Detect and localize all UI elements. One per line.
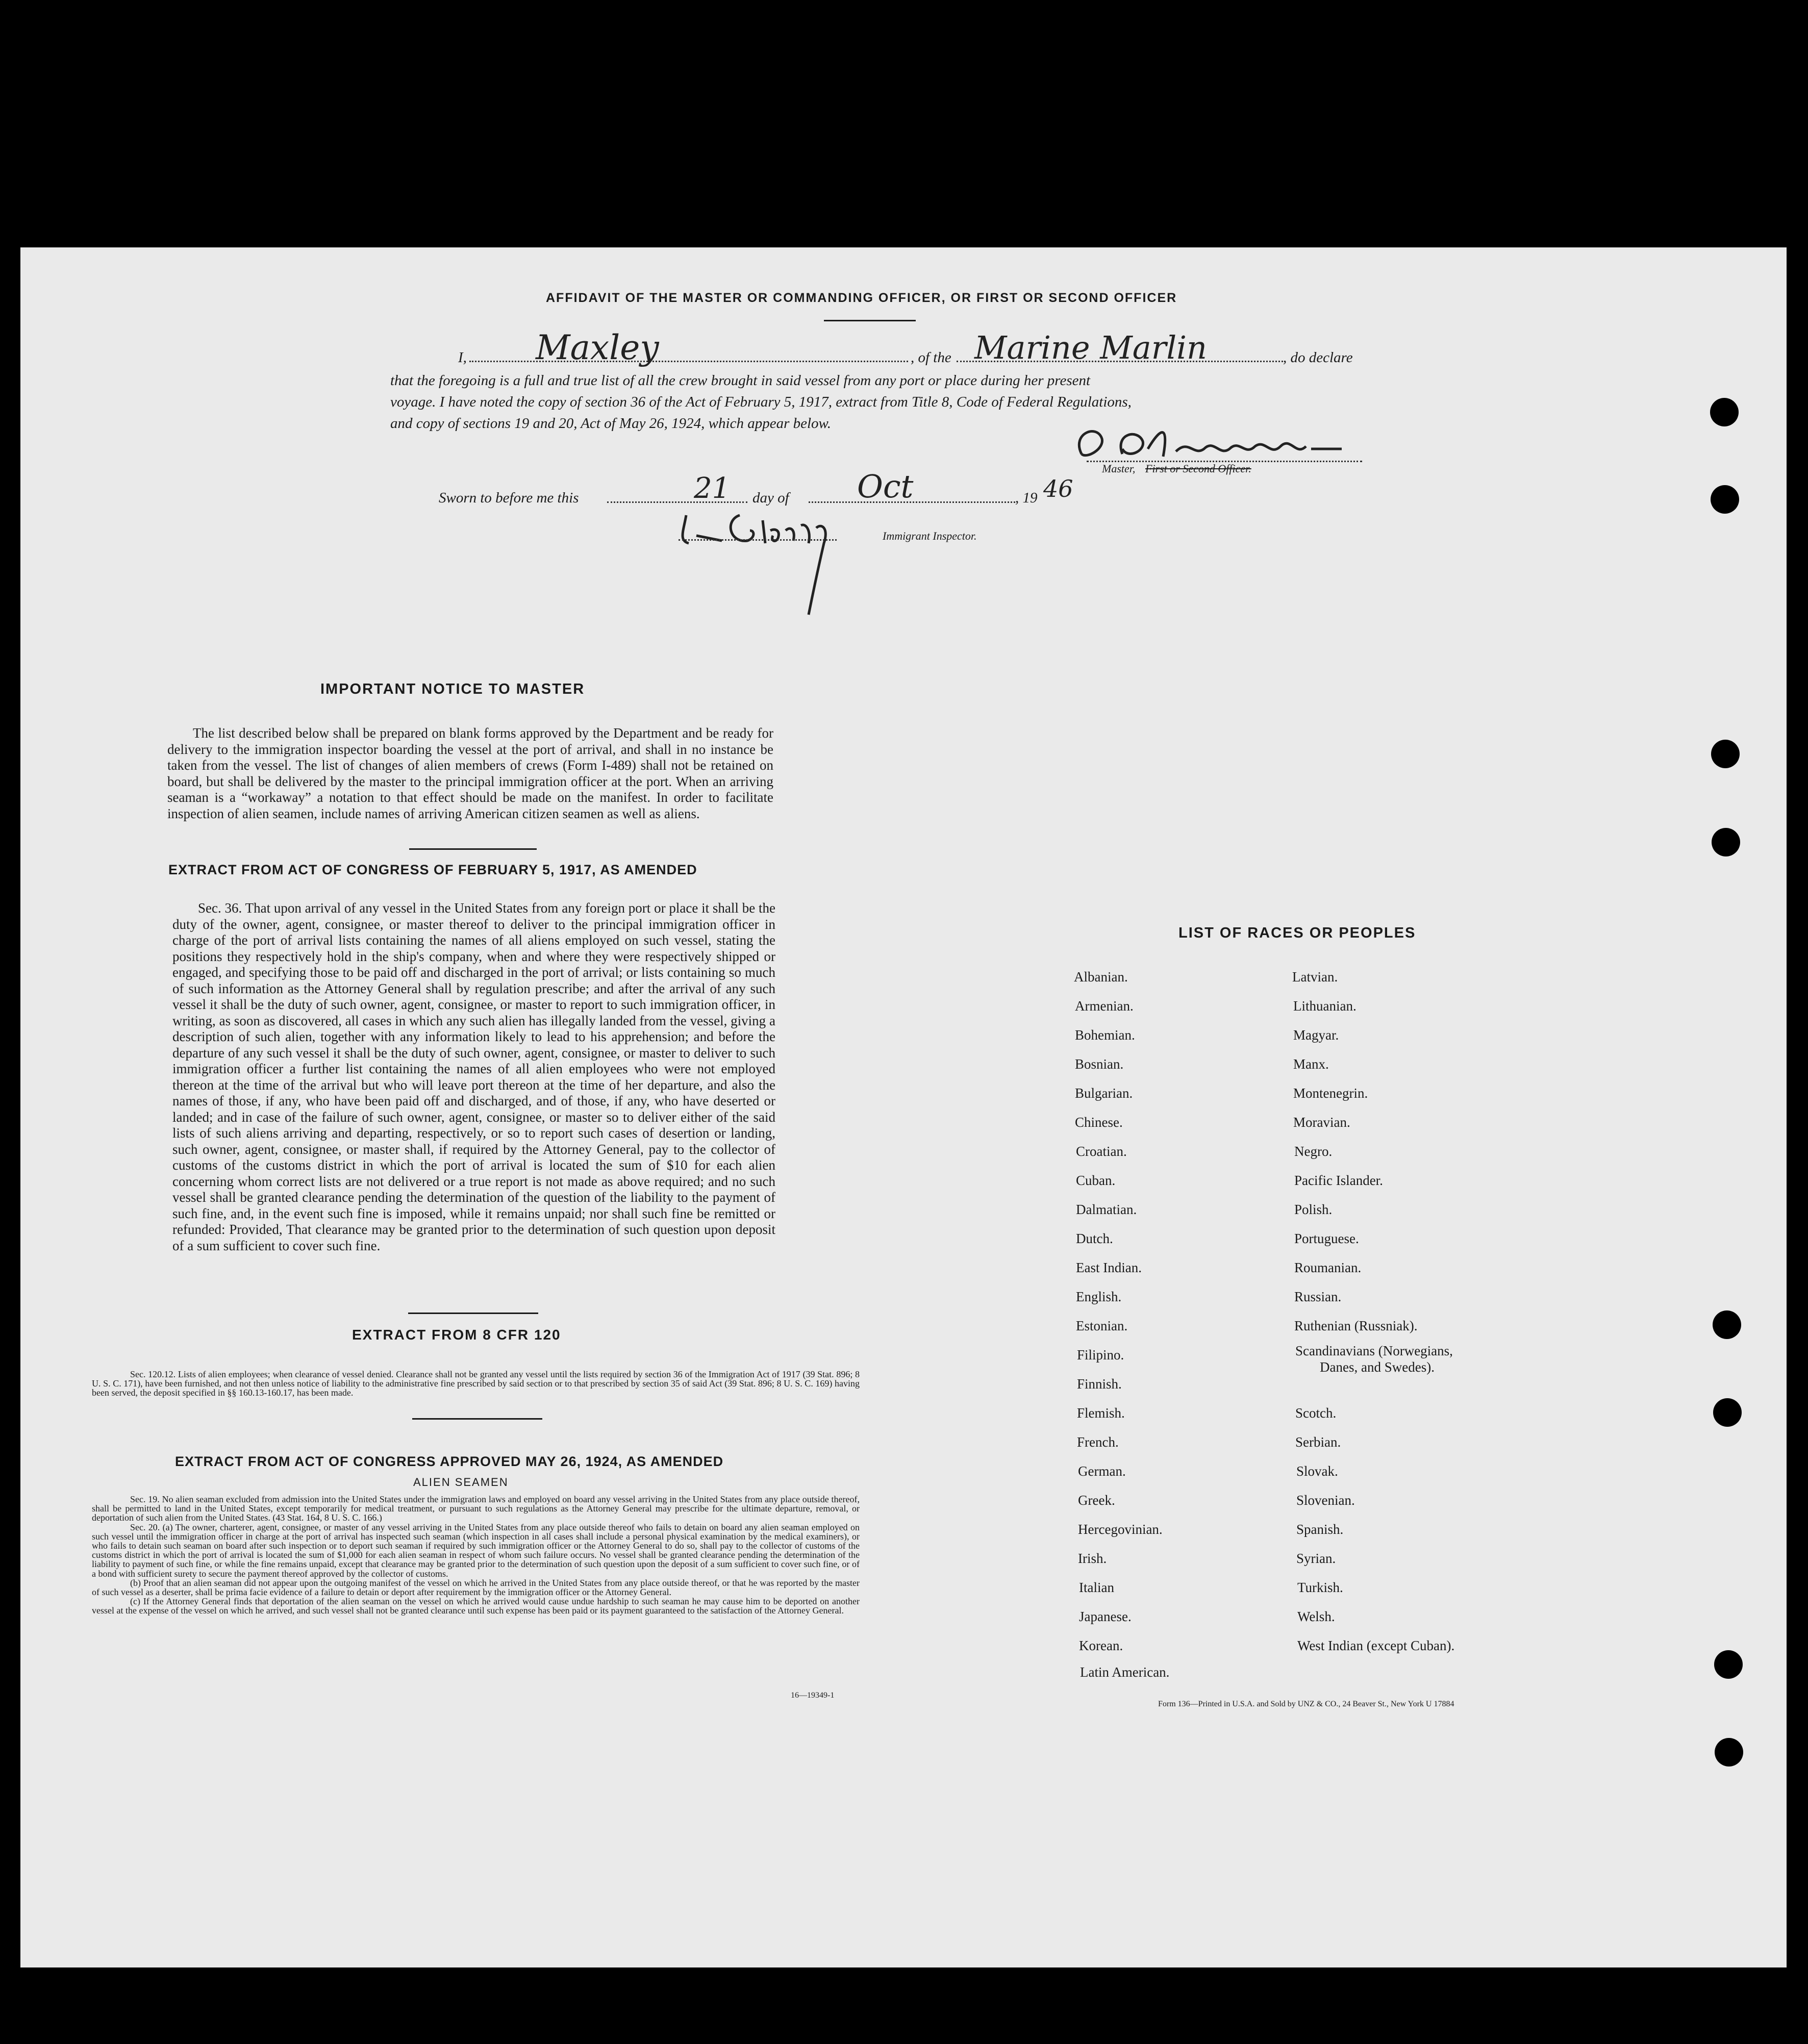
year-handwriting: 46: [1043, 475, 1073, 502]
race-item: Bulgarian.: [1075, 1086, 1133, 1101]
race-item: Hercegovinian.: [1078, 1522, 1163, 1537]
race-item: Italian: [1079, 1580, 1114, 1595]
affidavit-line3: voyage. I have noted the copy of section 36 of the Act of February 5, 1917, extract from Title 8, Code of Federal Regulations,: [390, 394, 1132, 410]
race-item: Russian.: [1294, 1289, 1342, 1304]
extract-cfr-rule: [412, 1418, 542, 1420]
printer-imprint: Form 136—Printed in U.S.A. and Sold by UNZ & CO., 24 Beaver St., New York U 17884: [1158, 1700, 1454, 1708]
punch-hole: [1711, 485, 1739, 514]
day-of-label: day of: [752, 490, 789, 506]
form-code: 16—19349-1: [791, 1691, 835, 1700]
race-item: Flemish.: [1077, 1405, 1125, 1421]
race-item: Polish.: [1294, 1202, 1333, 1217]
race-item: Montenegrin.: [1293, 1086, 1368, 1101]
races-title: LIST OF RACES OR PEOPLES: [1178, 925, 1416, 941]
of-the-label: , of the: [911, 349, 951, 366]
race-item: Armenian.: [1075, 998, 1134, 1014]
race-item: Ruthenian (Russniak).: [1294, 1318, 1418, 1333]
master-name-handwriting: Maxley: [536, 328, 659, 367]
race-item: Slovenian.: [1296, 1493, 1355, 1508]
extract-1924-subtitle: ALIEN SEAMEN: [413, 1476, 509, 1488]
punch-hole: [1711, 740, 1740, 768]
affidavit-line4: and copy of sections 19 and 20, Act of May 26, 1924, which appear below.: [390, 415, 831, 432]
officer-label-struck: First or Second Officer.: [1145, 462, 1251, 475]
race-item: Cuban.: [1076, 1173, 1116, 1188]
race-item: Korean.: [1079, 1638, 1123, 1653]
race-item: German.: [1078, 1463, 1126, 1479]
extract-cfr-paragraph: Sec. 120.12. Lists of alien employees; when clearance of vessel denied. Clearance shall not be granted any vessel until the lists required by section 36 of the Immigration Act of 1917 (39 Stat. 896; 8 U. S. C. 171), have been furnished, and not then unless notice of liability to the administrative fine prescribed by said section or to that prescribed by section 35 of said Act (39 Stat. 896; 8 U. S. C. 169) having been served, the deposit specified in §§ 160.13-160.17, has been made.: [92, 1369, 860, 1398]
race-item: Manx.: [1293, 1056, 1329, 1072]
race-item: Syrian.: [1296, 1551, 1336, 1566]
extract-1924-title: EXTRACT FROM ACT OF CONGRESS APPROVED MAY 26, 1924, AS AMENDED: [175, 1454, 724, 1469]
race-item: Roumanian.: [1294, 1260, 1362, 1275]
month-handwriting: Oct: [857, 468, 914, 505]
race-item: Estonian.: [1076, 1318, 1128, 1333]
punch-hole: [1715, 1738, 1743, 1767]
notice-rule: [409, 848, 537, 850]
extract-cfr-body: [92, 1370, 860, 1398]
race-item: Scotch.: [1295, 1405, 1337, 1421]
day-handwriting: 21: [694, 472, 731, 505]
race-item: Serbian.: [1295, 1434, 1341, 1450]
race-item: Portuguese.: [1294, 1231, 1359, 1246]
race-item: Lithuanian.: [1293, 998, 1357, 1014]
race-item: Spanish.: [1296, 1522, 1344, 1537]
inspector-line: [679, 539, 837, 541]
affidavit-title-rule: [824, 320, 916, 321]
race-item: Greek.: [1078, 1493, 1115, 1508]
race-item: Turkish.: [1297, 1580, 1343, 1595]
race-item: Negro.: [1294, 1144, 1333, 1159]
race-item: Magyar.: [1293, 1027, 1339, 1043]
affidavit-line1-start: I,: [458, 349, 467, 366]
punch-hole: [1713, 1398, 1742, 1427]
document-page: [20, 247, 1787, 1967]
race-item: Filipino.: [1077, 1347, 1124, 1362]
notice-body: [167, 725, 773, 822]
punch-hole: [1713, 1310, 1741, 1339]
sec19-paragraph: Sec. 19. No alien seaman excluded from admission into the United States under the immigration laws and employed on board any vessel arriving in the United States from any place outside thereof, shall be permitted to land in the United States, except temporarily for medical treatment, or pursuant to such regulations as the Attorney General may prescribe for the ultimate departure, removal, or deportation of such alien from the United States. (43 Stat. 164, 8 U. S. C. 166.): [92, 1494, 860, 1523]
year-prefix: , 19: [1015, 490, 1038, 506]
race-item: Pacific Islander.: [1294, 1173, 1383, 1188]
extract-1917-rule: [408, 1313, 538, 1314]
race-item: Chinese.: [1075, 1115, 1123, 1130]
race-item: Scandinavians (Norwegians,: [1295, 1343, 1453, 1358]
race-item: Japanese.: [1079, 1609, 1132, 1624]
master-label: Master,: [1102, 462, 1136, 475]
race-item: Latin American.: [1080, 1664, 1170, 1680]
affidavit-line2: that the foregoing is a full and true list of all the crew brought in said vessel from any port or place during her present: [390, 372, 1091, 389]
sec20c-paragraph: (c) If the Attorney General finds that deportation of the alien seaman on the vessel on which he arrived would cause undue hardship to such seaman he may cause him to be deported on another vessel at the expense of the vessel on which he arrived, and such vessel shall not be granted clearance until such expense has been paid or its payment guaranteed to the satisfaction of the Attorney General.: [92, 1596, 860, 1616]
punch-hole: [1712, 828, 1740, 856]
race-item: Croatian.: [1076, 1144, 1127, 1159]
extract-1917-paragraph: Sec. 36. That upon arrival of any vessel in the United States from any foreign port or place it shall be the duty of the owner, agent, consignee, or master thereof to deliver to the principal immigration officer in charge of the port of arrival lists containing the names of all aliens employed on such vessel, stating the positions they respectively hold in the ship's company, when and where they were respectively shipped or engaged, and specifying those to be paid off and discharged in the port of arrival; or lists containing so much of such information as the Attorney General shall by regulation prescribe; and after the arrival of any such vessel it shall be the duty of such owner, agent, consignee, or master to report to such immigration officer, in writing, as soon as discovered, all cases in which any such alien has illegally landed from the vessel, giving a description of such alien, together with any information likely to lead to his apprehension; and before the departure of any such vessel it shall be the duty of such owner, agent, consignee, or master to deliver to such immigration officer a further list containing the names of all alien employees who were not employed thereon at the time of the arrival but who will leave port thereon at the time of her departure, and also the names of those, if any, who have been paid off and discharged, and of those, if any, who have deserted or landed; and in case of the failure of such owner, agent, consignee, or master so to deliver either of the said lists of such aliens arriving and departing, respectively, or so to report such cases of desertion or landing, such owner, agent, consignee, or master shall, if required by the Attorney General, pay to the collector of customs of the customs district in which the port of arrival is located the sum of $10 for each alien concerning whom correct lists are not delivered or a true report is not made as above required; and no such vessel shall be granted clearance pending the determination of the question of the liability to the payment of such fine, and, in the event such fine is imposed, while it remains unpaid; nor shall such fine be remitted or refunded: Provided, That clearance may be granted prior to the determination of such question upon deposit of a sum sufficient to cover such fine.: [172, 900, 775, 1253]
race-item: Bohemian.: [1075, 1027, 1135, 1043]
inspector-label: Immigrant Inspector.: [883, 529, 977, 542]
race-item: Dutch.: [1076, 1231, 1113, 1246]
notice-title: IMPORTANT NOTICE TO MASTER: [320, 681, 585, 697]
race-item: East Indian.: [1076, 1260, 1142, 1275]
race-item: Dalmatian.: [1076, 1202, 1137, 1217]
affidavit-title: AFFIDAVIT OF THE MASTER OR COMMANDING OFFICER, OR FIRST OR SECOND OFFICER: [546, 291, 1177, 305]
race-item: West Indian (except Cuban).: [1297, 1638, 1455, 1653]
race-item: Moravian.: [1293, 1115, 1350, 1130]
race-item: Bosnian.: [1075, 1056, 1124, 1072]
punch-hole: [1714, 1650, 1743, 1679]
extract-cfr-title: EXTRACT FROM 8 CFR 120: [352, 1327, 561, 1343]
race-item: Irish.: [1078, 1551, 1107, 1566]
race-item: Slovak.: [1296, 1463, 1338, 1479]
race-item: English.: [1076, 1289, 1122, 1304]
punch-hole: [1710, 398, 1739, 426]
race-item: French.: [1077, 1434, 1119, 1450]
extract-1924-body: [92, 1495, 860, 1616]
sworn-text: Sworn to before me this: [439, 490, 579, 506]
do-declare-label: , do declare: [1283, 349, 1353, 366]
race-item: Albanian.: [1074, 969, 1128, 985]
race-item: Danes, and Swedes).: [1320, 1359, 1435, 1375]
race-item: Finnish.: [1077, 1376, 1122, 1392]
extract-1917-title: EXTRACT FROM ACT OF CONGRESS OF FEBRUARY 5, 1917, AS AMENDED: [168, 862, 697, 877]
extract-1917-body: [172, 900, 775, 1254]
vessel-name-handwriting: Marine Marlin: [974, 329, 1207, 366]
sec20a-paragraph: Sec. 20. (a) The owner, charterer, agent, consignee, or master of any vessel arriving in the United States from any place outside thereof who fails to detain on board any alien seaman employed on such vessel until the immigration officer in charge at the port of arrival has inspected such seaman (which inspection in all cases shall include a personal physical examination by the medical examiners), or who fails to detain such seaman on board after such inspection or to deport such seaman if required by such immigration officer or the Attorney General to do so, shall pay to the collector of customs of the customs district in which the port of arrival is located the sum of $1,000 for each alien seaman in respect of whom such failure occurs. No vessel shall be granted clearance pending the determination of the liability to payment of such fine, or while the fine remains unpaid, except that clearance may be granted prior to the determination of such question upon the deposit of a sum sufficient to cover such fine, or of a bond with sufficient surety to secure the payment thereof approved by the collector of customs.: [92, 1522, 860, 1579]
race-item: Latvian.: [1292, 969, 1338, 985]
race-item: Welsh.: [1297, 1609, 1335, 1624]
inspector-signature: [673, 500, 888, 617]
sec20b-paragraph: (b) Proof that an alien seaman did not appear upon the outgoing manifest of the vessel on which he arrived in the United States from any place outside thereof, or that he was reported by the master of such vessel as a deserter, shall be prima facie evidence of a failure to detain or deport after requirement by the immigration officer or the Attorney General.: [92, 1577, 860, 1598]
notice-paragraph: The list described below shall be prepared on blank forms approved by the Department and be ready for delivery to the immigration inspector boarding the vessel at the port of arrival, and shall in no instance be taken from the vessel. The list of changes of alien members of crews (Form I-489) shall not be retained on board, but shall be delivered by the master to the principal immigration officer at the port. When an arriving seaman is a “workaway” a notation to that effect should be made on the manifest. In order to facilitate inspection of alien seamen, include names of arriving American citizen seamen as well as aliens.: [167, 725, 773, 821]
name-line: [469, 361, 908, 362]
